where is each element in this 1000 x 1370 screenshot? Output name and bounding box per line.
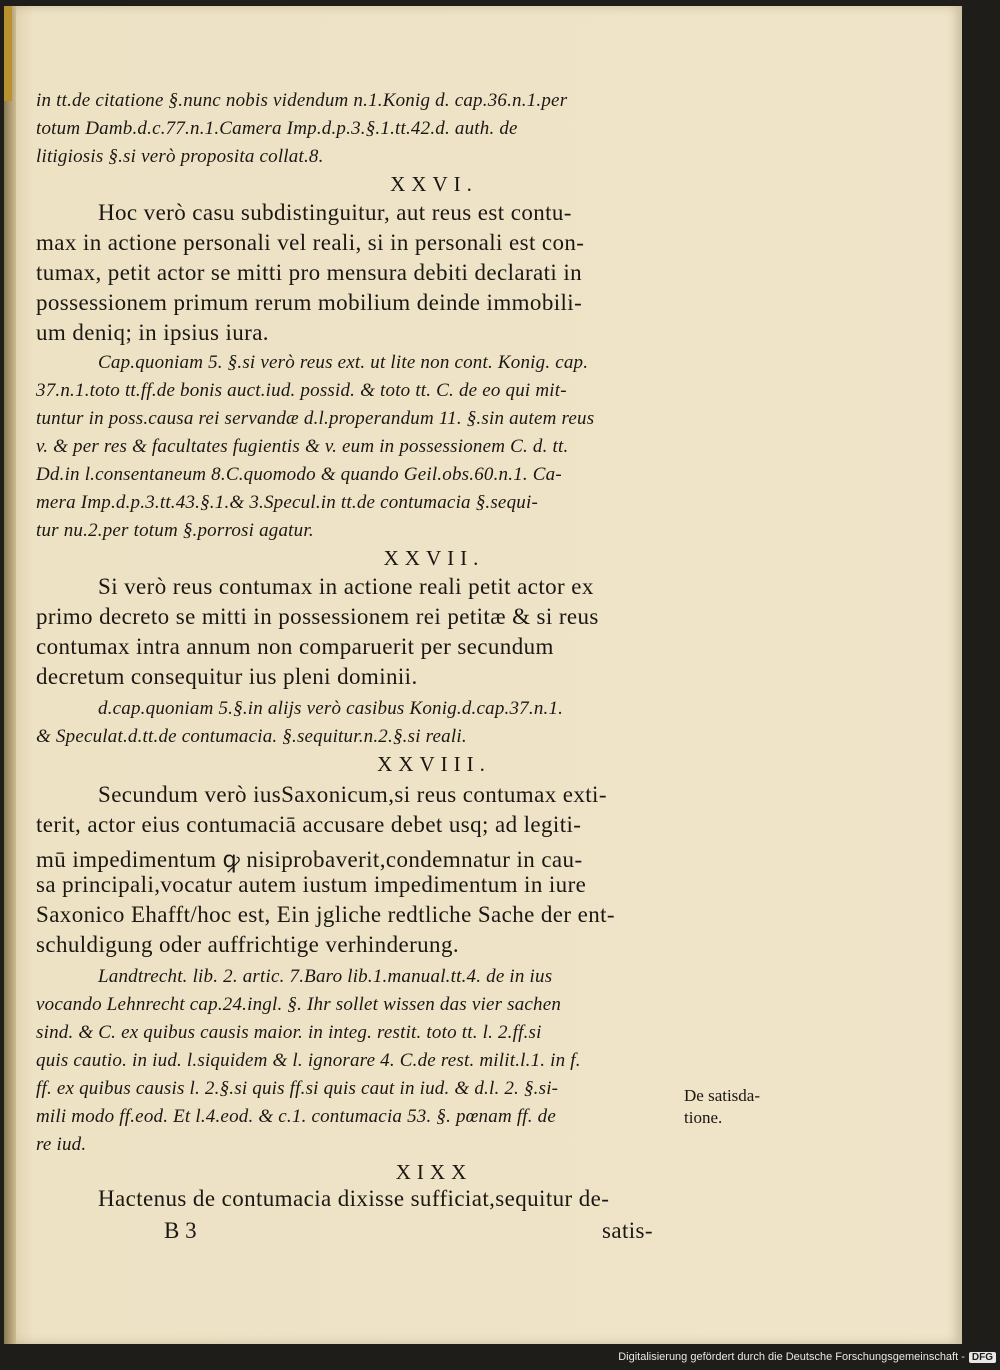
text-line: sa principali,vocatur autem iustum impedimentum in iure [36, 872, 587, 897]
text-line: um deniq; in ipsius iura. [36, 320, 269, 345]
dfg-logo: DFG [969, 1352, 996, 1363]
text-line: v. & per res & facultates fugientis & v. eum in possessionem C. d. tt. [36, 436, 569, 457]
text-line: Hactenus de contumacia dixisse sufficiat,sequitur de- [98, 1186, 610, 1211]
text-line: mili modo ff.eod. Et l.4.eod. & c.1. contumacia 53. §. pœnam ff. de [36, 1106, 557, 1127]
text-line: 37.n.1.toto tt.ff.de bonis auct.iud. possid. & toto tt. C. de eo qui mit- [36, 380, 567, 401]
text-line: tuntur in poss.causa rei servandæ d.l.properandum 11. §.sin autem reus [36, 408, 595, 429]
margin-note-line-1: De satisda- [684, 1086, 761, 1105]
text-line: primo decreto se mitti in possessionem rei petitæ & si reus [36, 604, 599, 629]
margin-note-line-2: tione. [684, 1108, 723, 1127]
section-heading: XIXX [395, 1160, 473, 1184]
text-line: Cap.quoniam 5. §.si verò reus ext. ut lite non cont. Konig. cap. [98, 352, 589, 373]
text-line: schuldigung oder auffrichtige verhinderung. [36, 932, 459, 957]
text-line: litigiosis §.si verò proposita collat.8. [36, 146, 324, 167]
text-line: Hoc verò casu subdistinguitur, aut reus est contu- [98, 200, 572, 225]
text-line: terit, actor eius contumaciā accusare debet usq; ad legiti- [36, 812, 582, 837]
scanned-page [4, 6, 962, 1344]
text-line: d.cap.quoniam 5.§.in alijs verò casibus Konig.d.cap.37.n.1. [98, 698, 564, 719]
text-line: ff. ex quibus causis l. 2.§.si quis ff.si quis caut in iud. & d.l. 2. §.si- [36, 1078, 559, 1099]
page-fold-shadow [4, 6, 16, 1344]
text-line: totum Damb.d.c.77.n.1.Camera Imp.d.p.3.§.1.tt.42.d. auth. de [36, 118, 518, 139]
text-line: vocando Lehnrecht cap.24.ingl. §. Ihr sollet wissen das vier sachen [36, 994, 562, 1015]
text-line: sind. & C. ex quibus causis maior. in integ. restit. toto tt. l. 2.ff.si [36, 1022, 542, 1043]
text-line: Saxonico Ehafft/hoc est, Ein jgliche redtliche Sache der ent- [36, 902, 615, 927]
text-line: Dd.in l.consentaneum 8.C.quomodo & quando Geil.obs.60.n.1. Ca- [36, 464, 562, 485]
text-line: max in actione personali vel reali, si in personali est con- [36, 230, 585, 255]
text-line: decretum consequitur ius pleni dominii. [36, 664, 418, 689]
text-line: in tt.de citatione §.nunc nobis videndum n.1.Konig d. cap.36.n.1.per [36, 90, 568, 111]
text-line: contumax intra annum non comparuerit per secundum [36, 634, 554, 659]
section-heading: XXVI. [390, 172, 478, 196]
section-heading: XXVIII. [377, 752, 491, 776]
section-heading: XXVII. [383, 546, 485, 570]
text-line: quis cautio. in iud. l.siquidem & l. ignorare 4. C.de rest. milit.l.1. in f. [36, 1050, 581, 1071]
text-line: & Speculat.d.tt.de contumacia. §.sequitur.n.2.§.si reali. [36, 726, 467, 747]
signature-mark: B 3 [164, 1218, 197, 1243]
text-line: tumax, petit actor se mitti pro mensura debiti declarati in [36, 260, 583, 285]
text-line: possessionem primum rerum mobilium deinde immobili- [36, 290, 583, 315]
digitization-footer [606, 1348, 996, 1366]
text-line: Si verò reus contumax in actione reali petit actor ex [98, 574, 594, 599]
footer-credit: Digitalisierung gefördert durch die Deutsche Forschungsgemeinschaft - [618, 1351, 965, 1363]
catchword: satis- [602, 1218, 653, 1243]
text-line: re iud. [36, 1134, 87, 1155]
text-line: tur nu.2.per totum §.porrosi agatur. [36, 520, 314, 541]
text-line: mū impedimentum ꝙ nisiprobaverit,condemnatur in cau- [36, 847, 583, 872]
text-line: Landtrecht. lib. 2. artic. 7.Baro lib.1.manual.tt.4. de in ius [98, 966, 553, 987]
text-line: Secundum verò iusSaxonicum,si reus contumax exti- [98, 782, 607, 807]
page-edge-tab [4, 6, 12, 101]
text-line: mera Imp.d.p.3.tt.43.§.1.& 3.Specul.in tt.de contumacia §.sequi- [36, 492, 538, 513]
